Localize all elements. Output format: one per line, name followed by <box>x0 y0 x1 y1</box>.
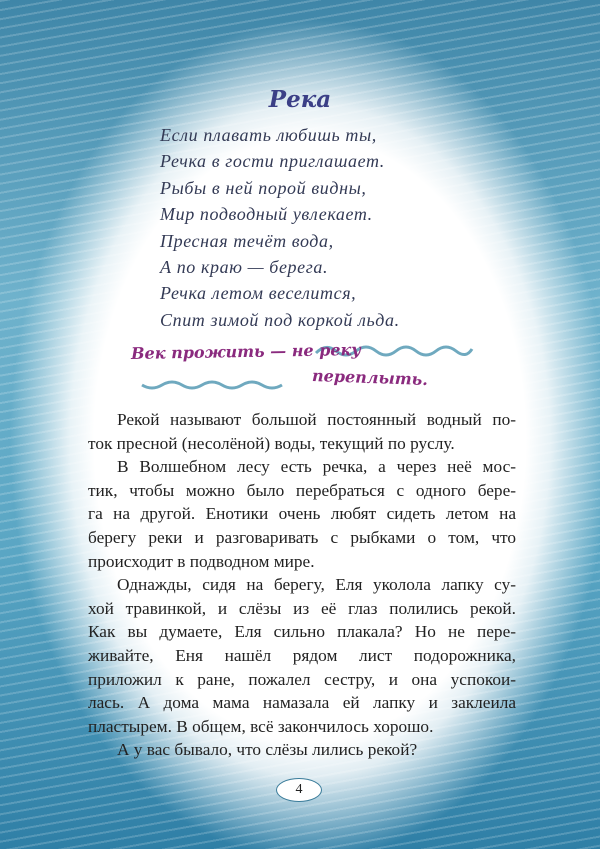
page-title: Река <box>268 86 332 113</box>
poem-line: Рыбы в ней порой видны, <box>160 177 367 198</box>
text-line: В Волшебном лесу есть речка, а через неё мос- <box>117 457 516 477</box>
poem-line: Речка в гости приглашает. <box>160 151 385 172</box>
text-line: Рекой называют большой постоянный водный по- <box>117 410 516 429</box>
poem-line: Речка летом веселится, <box>160 283 357 304</box>
proverb-part1: Век прожить — не реку <box>130 339 362 364</box>
text-line: берегу реки и разговаривать с рыбками о том, что <box>88 527 516 547</box>
text-line: приложил к ране, пожалел сестру, и она успокои- <box>88 669 516 689</box>
text-line: Однажды, сидя на берегу, Еля уколола лапку су- <box>117 575 516 595</box>
page-number: 4 <box>276 778 322 802</box>
text-line: пластырем. В общем, всё закончилось хорошо. <box>88 716 434 736</box>
text-line: происходит в подводном мире. <box>88 551 315 571</box>
body-text <box>88 408 516 762</box>
text-line: ток пресной (несолёной) воды, текущий по руслу. <box>88 433 455 453</box>
proverb-part2: переплыть. <box>311 365 429 390</box>
text-line: га на другой. Енотики очень любят сидеть летом на <box>88 504 516 524</box>
poem-line: Пресная течёт вода, <box>160 230 334 251</box>
poem-line: Мир подводный увлекает. <box>160 204 373 225</box>
text-line: хой травинкой, и слёзы из её глаз полились рекой. <box>88 598 516 618</box>
poem-line: Спит зимой под коркой льда. <box>160 309 400 330</box>
text-line: живайте, Еня нашёл рядом лист подорожника, <box>88 645 516 665</box>
poem-line: А по краю — берега. <box>160 257 329 278</box>
poem <box>160 122 400 333</box>
text-line: Как вы думаете, Еля сильно плакала? Но не пере- <box>88 622 516 642</box>
wave-decoration-bottom <box>140 377 290 393</box>
poem-line: Если плавать любишь ты, <box>160 125 377 145</box>
text-line: А у вас бывало, что слёзы лились рекой? <box>117 740 418 760</box>
text-line: тик, чтобы можно было перебраться с одного бере- <box>88 480 516 500</box>
text-line: лась. А дома мама намазала ей лапку и заклеила <box>88 693 516 713</box>
